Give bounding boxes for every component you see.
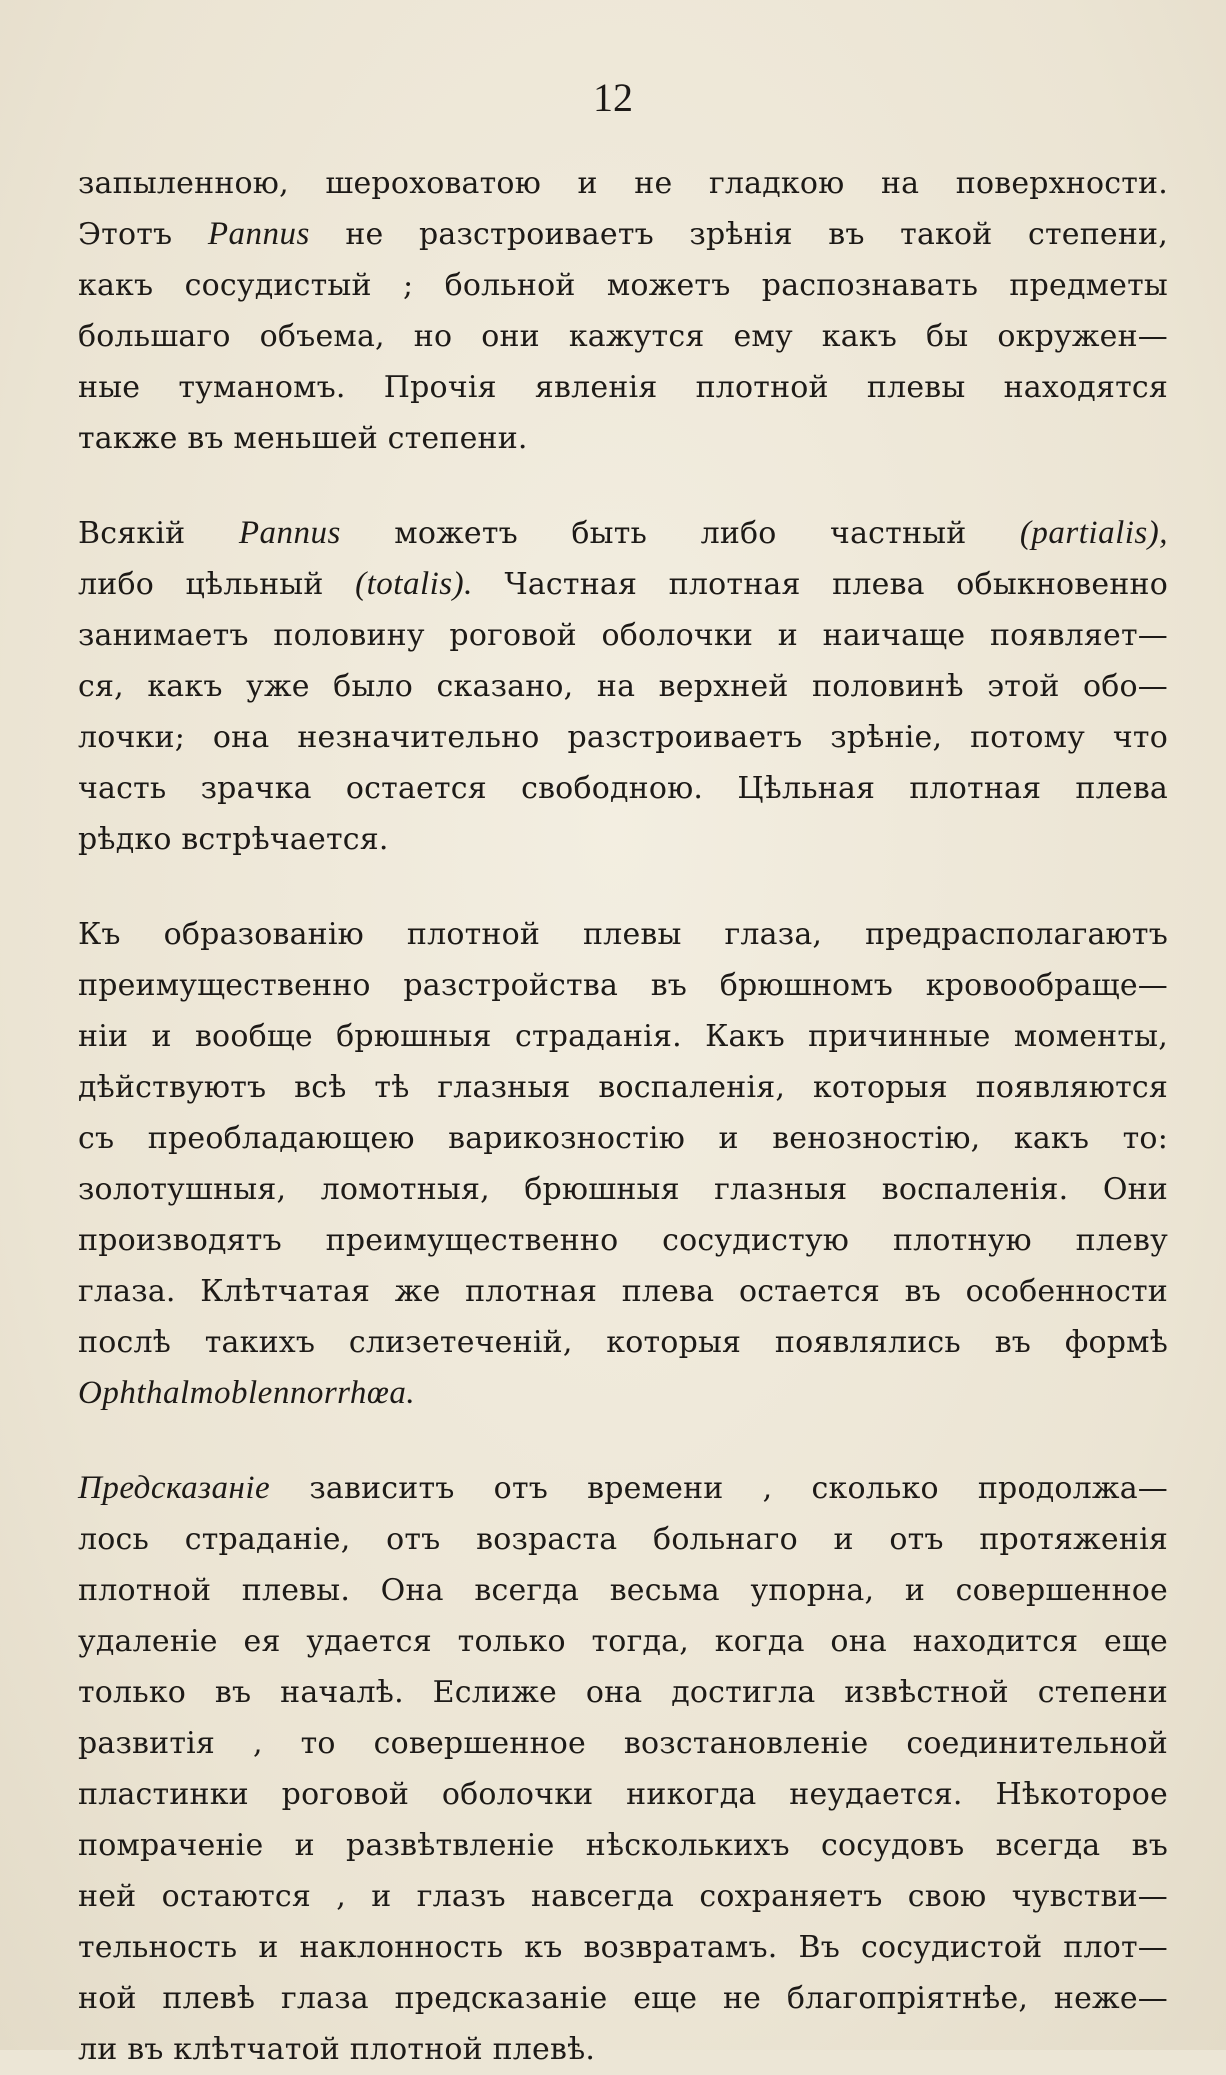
text-line: [78, 260, 1168, 311]
text-run: лось страданіе, отъ возраста больнаго и отъ протяженія: [78, 1522, 1168, 1557]
text-run: ные туманомъ. Прочія явленія плотной плевы находятся: [78, 370, 1168, 405]
italic-term: (totalis).: [355, 566, 473, 602]
text-run: дѣйствуютъ всѣ тѣ глазныя воспаленія, которыя появляются: [78, 1070, 1168, 1105]
text-run: занимаетъ половину роговой оболочки и наичаще появляет—: [78, 618, 1168, 653]
text-line: [78, 1113, 1168, 1164]
text-run: ней остаются , и глазъ навсегда сохраняетъ свою чувстви—: [78, 1879, 1168, 1914]
text-line: [78, 909, 1168, 960]
text-line: [78, 1973, 1168, 2024]
text-run: Частная плотная плева обыкновенно: [472, 567, 1168, 602]
text-line: [78, 1871, 1168, 1922]
text-run: золотушныя, ломотныя, брюшныя глазныя воспаленія. Они: [78, 1172, 1168, 1207]
text-run: ной плевѣ глаза предсказаніе еще не благопріятнѣе, неже—: [78, 1981, 1168, 2016]
paragraph: [78, 1463, 1168, 2075]
text-run: зависитъ отъ времени , сколько продолжа—: [270, 1471, 1168, 1506]
text-line: [78, 362, 1168, 413]
text-run: большаго объема, но они кажутся ему какъ бы окружен—: [78, 319, 1168, 354]
text-run: ся, какъ уже было сказано, на верхней половинѣ этой обо—: [78, 669, 1168, 704]
text-run: либо цѣльный: [78, 567, 356, 602]
text-line: [78, 1769, 1168, 1820]
text-line: [78, 763, 1168, 814]
text-line: [78, 1215, 1168, 1266]
text-line: [78, 1616, 1168, 1667]
text-run: запыленною, шероховатою и не гладкою на поверхности.: [78, 166, 1168, 201]
text-line: [78, 1317, 1168, 1368]
text-run: ніи и вообще брюшныя страданія. Какъ причинные моменты,: [78, 1019, 1168, 1054]
text-run: какъ сосудистый ; больной можетъ распознавать предметы: [78, 268, 1168, 303]
text-run: послѣ такихъ слизетеченій, которыя появлялись въ формѣ: [78, 1325, 1168, 1360]
paragraph: [78, 909, 1168, 1419]
text-run: съ преобладающею варикозностію и венозностію, какъ то:: [78, 1121, 1168, 1156]
text-line: [78, 1463, 1168, 1514]
text-line: [78, 661, 1168, 712]
text-run: также въ меньшей степени.: [78, 421, 528, 456]
text-line: [78, 960, 1168, 1011]
text-run: Къ образованію плотной плевы глаза, предрасполагаютъ: [78, 917, 1168, 952]
text-line: [78, 158, 1168, 209]
text-line: [78, 413, 1168, 464]
italic-term: (partialis),: [1019, 515, 1168, 551]
text-run: только въ началѣ. Еслиже она достигла извѣстной степени: [78, 1675, 1168, 1710]
text-line: [78, 1718, 1168, 1769]
text-line: [78, 814, 1168, 865]
text-line: [78, 1922, 1168, 1973]
text-line: [78, 1368, 1168, 1419]
text-line: [78, 1164, 1168, 1215]
text-run: помраченіе и развѣтвленіе нѣсколькихъ сосудовъ всегда въ: [78, 1828, 1168, 1863]
text-run: не разстроиваетъ зрѣнія въ такой степени,: [309, 217, 1168, 252]
text-run: плотной плевы. Она всегда весьма упорна, и совершенное: [78, 1573, 1168, 1608]
text-run: глаза. Клѣтчатая же плотная плева остается въ особенности: [78, 1274, 1168, 1309]
text-line: [78, 209, 1168, 260]
text-line: [78, 1266, 1168, 1317]
text-run: часть зрачка остается свободною. Цѣльная плотная плева: [78, 771, 1168, 806]
text-line: [78, 1062, 1168, 1113]
text-run: преимущественно разстройства въ брюшномъ кровообраще—: [78, 968, 1168, 1003]
italic-term: Ophthalmoblennorrhœa.: [78, 1375, 416, 1411]
text-run: рѣдко встрѣчается.: [78, 822, 389, 857]
text-run: Этотъ: [78, 217, 208, 252]
body-text: [78, 158, 1168, 2075]
text-line: [78, 508, 1168, 559]
text-line: [78, 1565, 1168, 1616]
italic-term: Предсказаніе: [78, 1470, 271, 1506]
italic-term: Pannus: [238, 515, 341, 551]
paragraph: [78, 158, 1168, 464]
text-run: пластинки роговой оболочки никогда неудается. Нѣкоторое: [78, 1777, 1168, 1812]
text-line: [78, 610, 1168, 661]
text-run: тельность и наклонность къ возвратамъ. Въ сосудистой плот—: [78, 1930, 1168, 1965]
text-run: развитія , то совершенное возстановленіе соединительной: [78, 1726, 1168, 1761]
text-run: можетъ быть либо частный: [340, 516, 1020, 551]
text-run: лочки; она незначительно разстроиваетъ зрѣніе, потому что: [78, 720, 1168, 755]
paragraph: [78, 508, 1168, 865]
text-line: [78, 1011, 1168, 1062]
text-run: ли въ клѣтчатой плотной плевѣ.: [78, 2032, 596, 2067]
italic-term: Pannus: [207, 216, 310, 252]
text-line: [78, 1514, 1168, 1565]
text-line: [78, 311, 1168, 362]
text-line: [78, 712, 1168, 763]
text-run: удаленіе ея удается только тогда, когда она находится еще: [78, 1624, 1168, 1659]
text-run: Всякій: [78, 516, 239, 551]
text-run: производятъ преимущественно сосудистую плотную плеву: [78, 1223, 1168, 1258]
text-line: [78, 559, 1168, 610]
page-number: 12: [593, 75, 633, 120]
text-line: [78, 1667, 1168, 1718]
text-line: [78, 1820, 1168, 1871]
